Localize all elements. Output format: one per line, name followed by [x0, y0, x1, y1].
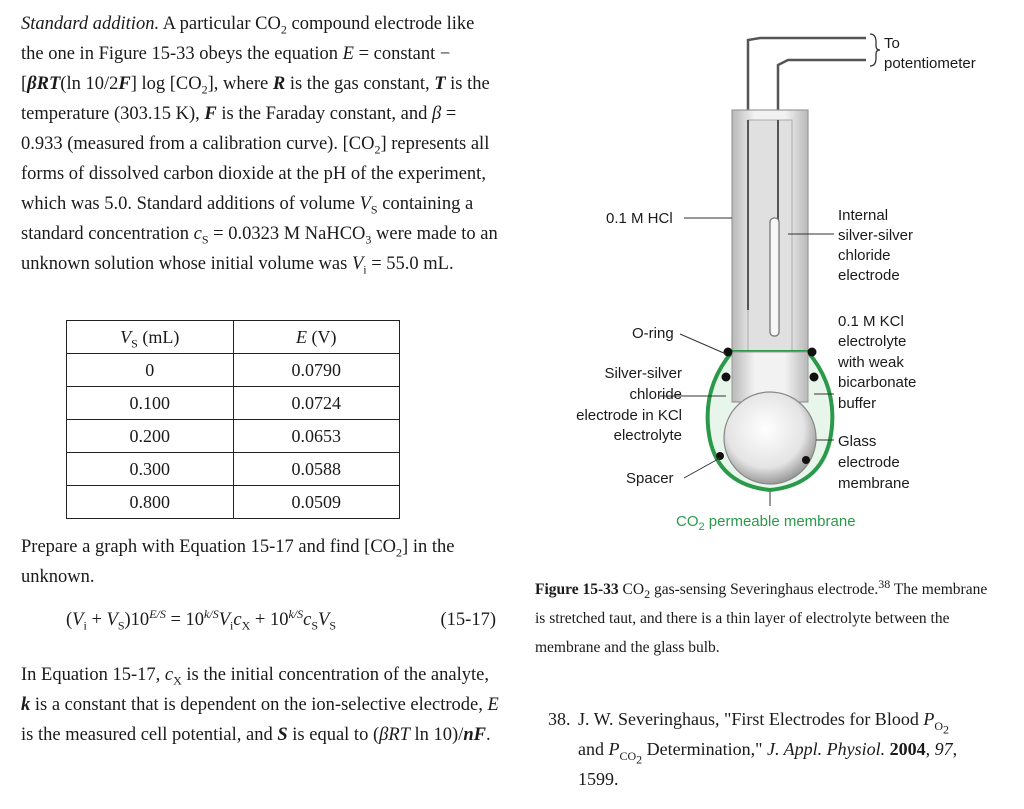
internal-electrode — [770, 218, 779, 336]
label-silver-4: electrolyte — [613, 427, 682, 444]
table-row: 0.200 0.0653 — [67, 420, 400, 453]
label-oring: O-ring — [632, 325, 674, 342]
figure-label: Figure 15-33 — [535, 581, 619, 598]
label-glass-3: membrane — [838, 475, 910, 492]
label-kcl-2: electrolyte — [838, 333, 907, 350]
label-silver-2: chloride — [629, 386, 682, 403]
prepare-paragraph: Prepare a graph with Equation 15-17 and find $[CO_2]$ in the unknown. — [21, 537, 455, 587]
wire-left — [748, 38, 866, 120]
equation-15-17: $(V_i + V_S)10^{E/S} = 10^{k/S}V_ic_X + 10^{k/S}c_SV_S$ (15-17) — [66, 606, 496, 633]
label-kcl-1: 0.1 M KCl — [838, 313, 904, 330]
reference-38: 38. J. W. Severinghaus, "First Electrodes for Blood $P_{O_2}$ and $P_{CO_2}$ Determination," J. Appl. Physiol. 2004, 97, 1599. — [548, 709, 958, 789]
glass-bulb — [724, 392, 816, 484]
label-internal-1: Internal — [838, 207, 889, 224]
severinghaus-electrode-diagram — [520, 20, 1000, 540]
label-silver-1: Silver-silver — [604, 365, 682, 382]
problem-statement — [21, 9, 501, 279]
figure-caption: Figure 15-33 $CO_2$ gas-sensing Severinghaus electrode.$^{38}$ The membrane is stretched taut, and there is a thin layer of electrolyte between the membrane and the glass bulb. — [535, 576, 988, 656]
explanation-paragraph: In Equation 15-17, $c_X$ is the initial concentration of the analyte, k is a constant that is dependent on the ion-selective electrode, E is the measured cell potential, and S is equal to (βRT ln 10)/nF. — [21, 665, 499, 745]
label-kcl-4: bicarbonate — [838, 374, 917, 391]
table-header-vs: $V_S$ (mL) — [67, 321, 234, 354]
table-header-row — [67, 321, 400, 354]
table-row: 0.100 0.0724 — [67, 387, 400, 420]
label-glass-2: electrode — [838, 454, 900, 471]
label-internal-4: electrode — [838, 267, 900, 284]
label-silver-3: electrode in KCl — [576, 407, 682, 424]
problem-title: Standard addition. — [21, 14, 160, 34]
label-glass-1: Glass — [838, 433, 877, 450]
label-kcl-5: buffer — [838, 395, 877, 412]
o-ring-marker — [808, 348, 817, 357]
brace — [870, 34, 880, 66]
spacer-marker — [716, 452, 724, 460]
label-internal-2: silver-silver — [838, 227, 913, 244]
data-table — [66, 320, 400, 519]
label-spacer: Spacer — [626, 470, 674, 487]
label-hcl: 0.1 M HCl — [606, 210, 673, 227]
label-kcl-3: with weak — [838, 354, 904, 371]
problem-paragraph: Standard addition. A particular $CO_2$ compound electrode like the one in Figure 15-33 obeys the equation E = constant − [βRT(ln 10/2F] $\log [CO_2]$, where R is the gas constant, T is the temperature (303.15 K), F is the Faraday constant, and β = 0.933 (measured from a calibration curve). $[CO_2]$ represents all forms of dissolved carbon dioxide at the pH of the experiment, which was 5.0. Standard additions of volume $V_S$ containing a standard concentration $c_S = 0.0323$ M NaHCO$_3$ were made to an unknown solution whose initial volume was $V_i = 55.0$ mL. — [21, 14, 498, 277]
table-row: 0 0.0790 — [67, 354, 400, 387]
table-row: 0.300 0.0588 — [67, 453, 400, 486]
label-co2-membrane: $CO_2$ permeable membrane — [676, 513, 856, 533]
label-potentiometer: potentiometer — [884, 55, 976, 72]
equation-number: (15-17) — [440, 610, 496, 630]
label-to: To — [884, 35, 900, 52]
table-row: 0.800 0.0509 — [67, 486, 400, 519]
o-ring-marker — [724, 348, 733, 357]
label-internal-3: chloride — [838, 247, 891, 264]
table-header-e: E (V) — [233, 321, 400, 354]
